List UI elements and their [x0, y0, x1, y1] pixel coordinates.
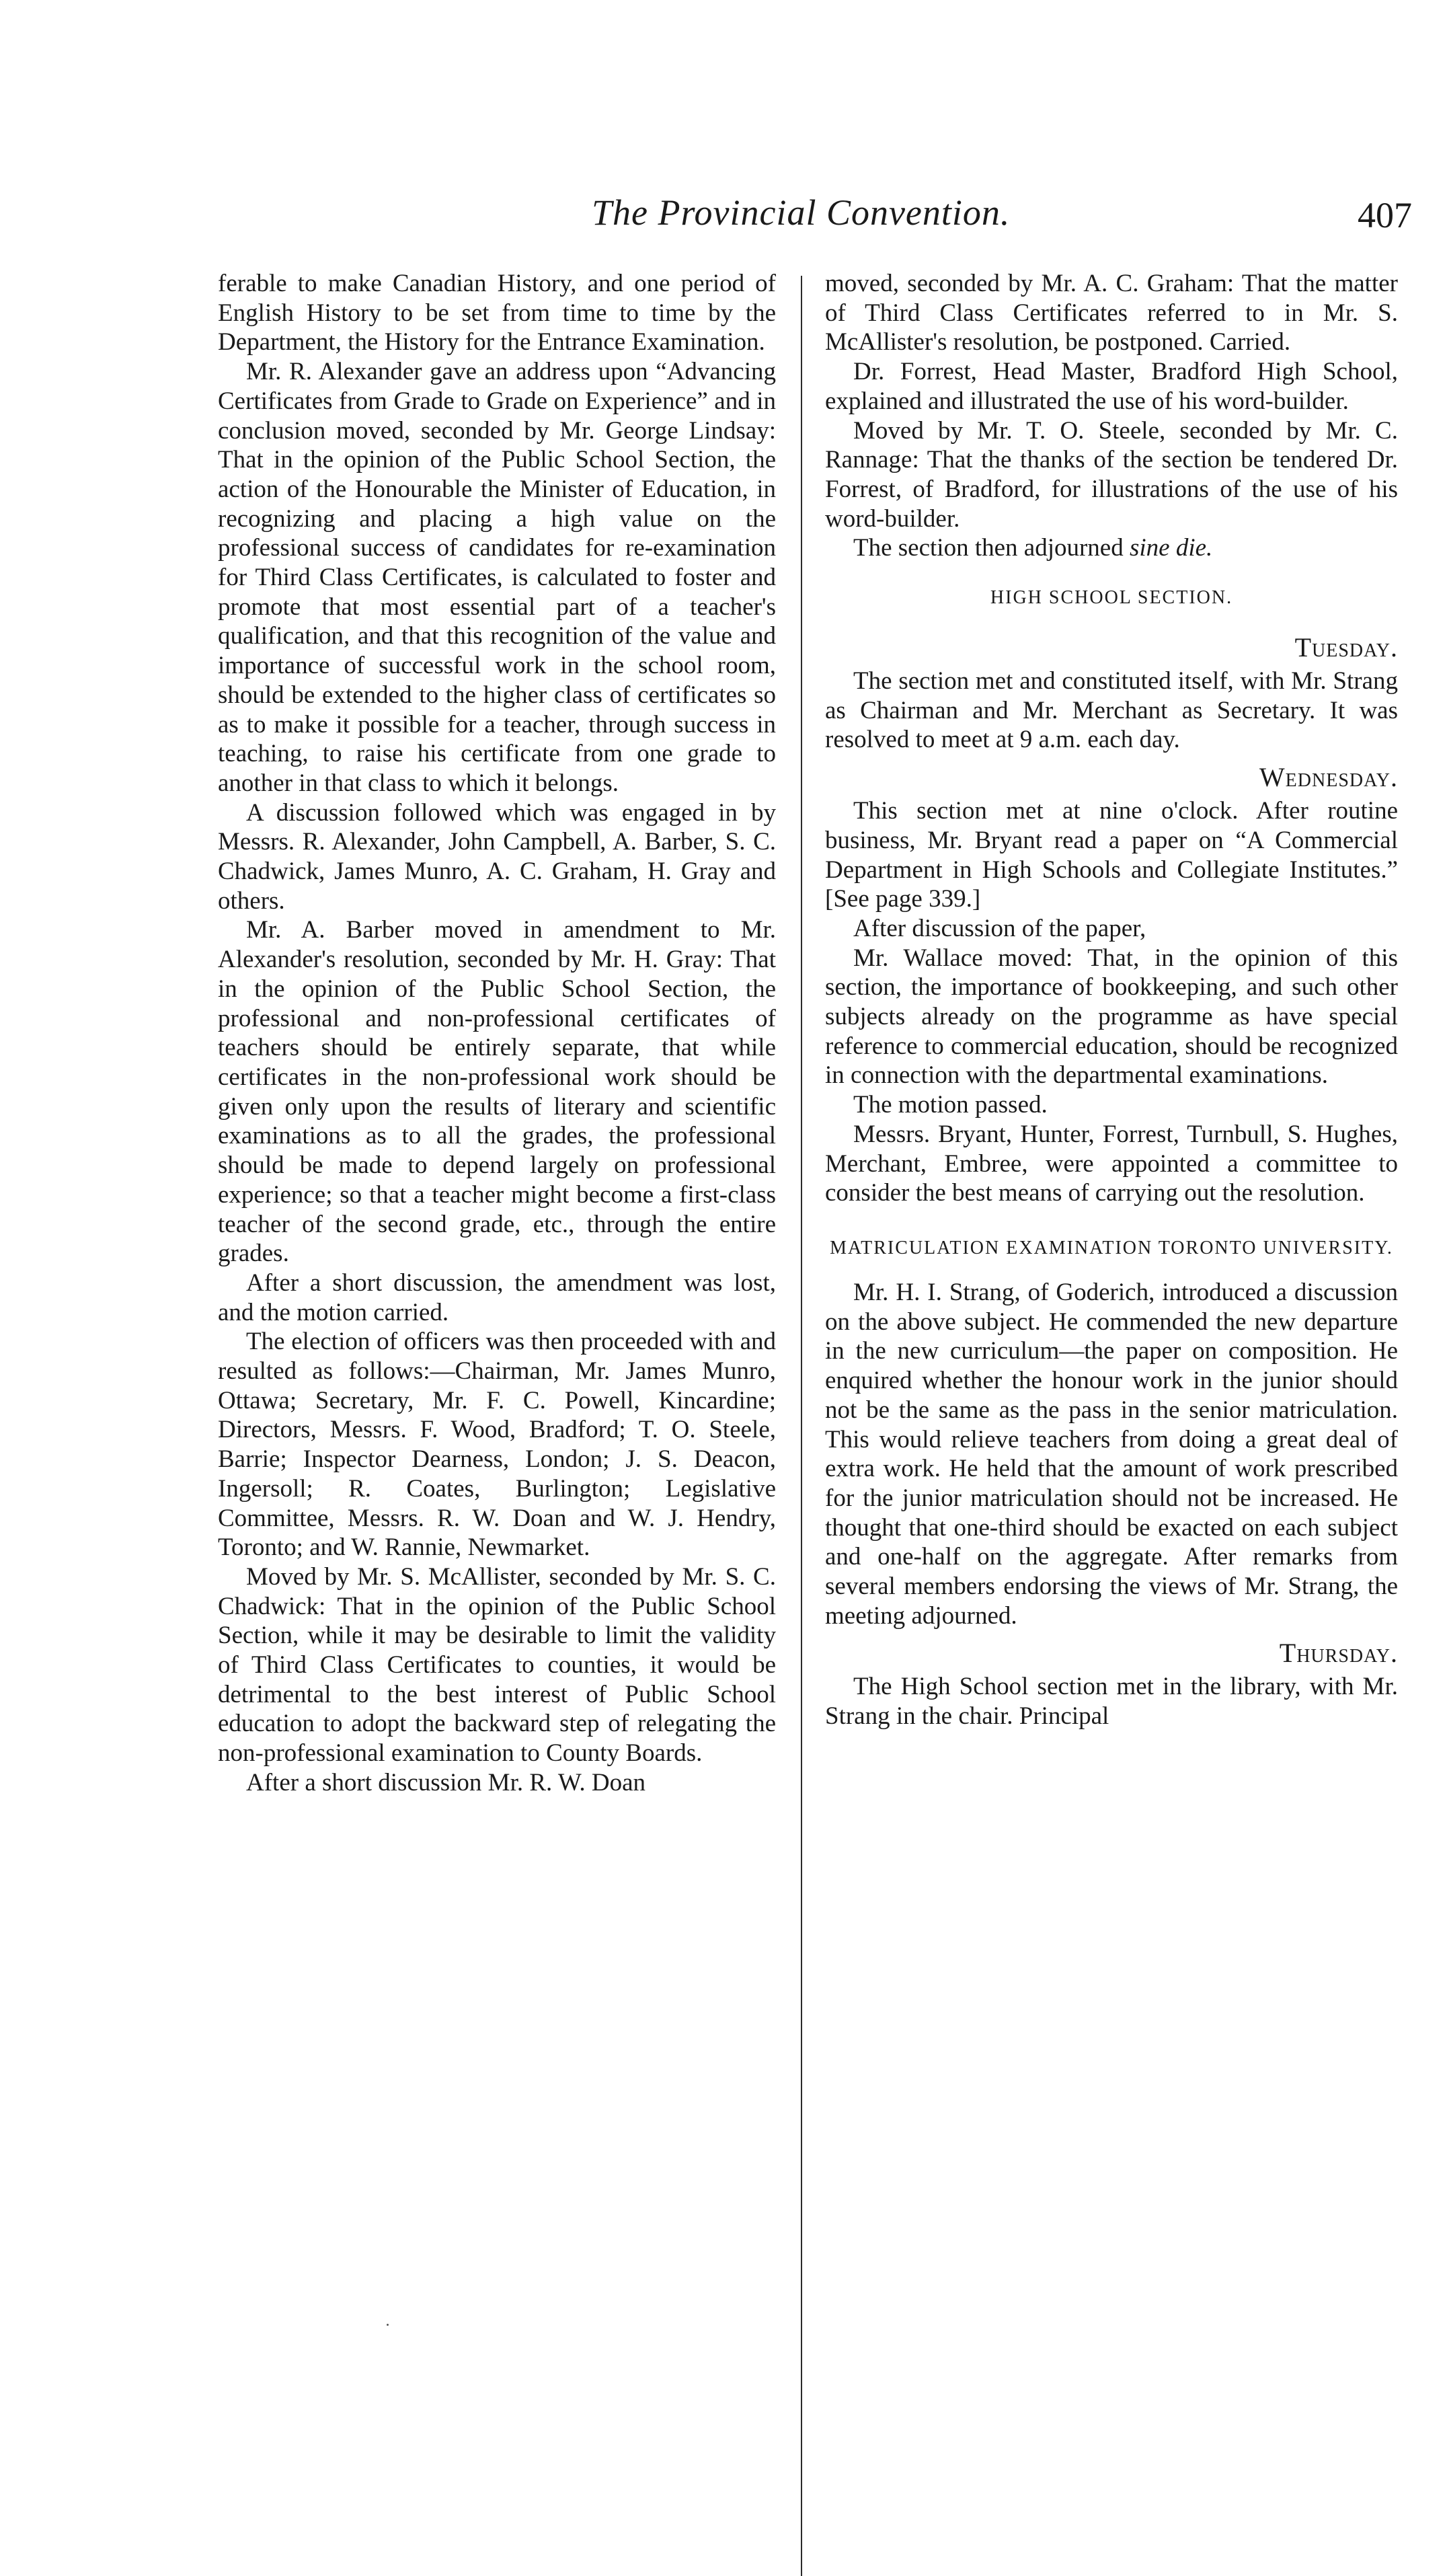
section-heading-high-school: HIGH SCHOOL SECTION. [990, 587, 1233, 609]
adjourned-text: The section then adjourned [853, 534, 1130, 562]
section-heading-matriculation: MATRICULATION EXAMINATION TORONTO UNIVERSITY. [830, 1237, 1393, 1258]
day-heading-tuesday: Tuesday. [1294, 632, 1398, 663]
paragraph: Dr. Forrest, Head Master, Bradford High School, explained and illustrated the use of his word-builder. [825, 358, 1398, 415]
paragraph: After a short discussion Mr. R. W. Doan [246, 1768, 646, 1796]
right-column [825, 269, 1398, 1731]
paragraph: Moved by Mr. T. O. Steele, seconded by Mr. C. Rannage: That the thanks of the section be tendered Dr. Forrest, of Bradford, for illustrations of the use of his word-builder. [825, 416, 1398, 533]
paragraph: After discussion of the paper, [853, 914, 1146, 942]
paragraph: Mr. H. I. Strang, of Goderich, introduced a discussion on the above subject. He commended the new departure in the new curriculum—the paper on composition. He enquired whether the honour work in the junior should not be the same as the pass in the senior matriculation. This would relieve teachers from doing a great deal of extra work. He held that the amount of work prescribed for the junior matriculation should not be increased. He thought that one-third should be exacted on each subject and one-half on the aggregate. After remarks from several members endorsing the views of Mr. Strang, the meeting adjourned. [825, 1278, 1398, 1630]
running-head [215, 192, 1412, 245]
left-column [218, 269, 776, 1798]
paragraph: Messrs. Bryant, Hunter, Forrest, Turnbull, S. Hughes, Merchant, Embree, were appointed a committee to consider the best means of carrying out the resolution. [825, 1120, 1398, 1207]
paragraph: moved, seconded by Mr. A. C. Graham: That the matter of Third Class Certificates referred to in Mr. S. McAllister's resolution, be postponed. Carried. [825, 270, 1398, 356]
day-heading-wednesday: Wednesday. [1259, 762, 1398, 793]
paragraph: The section met and constituted itself, with Mr. Strang as Chairman and Mr. Merchant as Secretary. It was resolved to meet at 9 a.m. each day. [825, 667, 1398, 754]
sine-die-italic: sine die. [1129, 534, 1213, 562]
paragraph: Mr. R. Alexander gave an address upon “Advancing Certificates from Grade to Grade on Experience” and in conclusion moved, seconded by Mr. George Lindsay: That in the opinion of the Public School Section, the action of the Honourable the Minister of Education, in recognizing and placing a high value on the professional success of candidates for re-examination for Third Class Certificates, is calculated to foster and promote that most essential part of a teacher's qualification, and that this recognition of the value and importance of successful work in the school room, should be extended to the higher class of certificates so as to make it possible for a teacher, through success in teaching, to raise his certificate from one grade to another in that class to which it belongs. [218, 358, 776, 797]
paragraph: The motion passed. [853, 1091, 1048, 1119]
paragraph: After a short discussion, the amendment was lost, and the motion carried. [218, 1268, 776, 1326]
paragraph: The High School section met in the library, with Mr. Strang in the chair. Principal [825, 1673, 1398, 1731]
paragraph: A discussion followed which was engaged in by Messrs. R. Alexander, John Campbell, A. Barber, S. C. Chadwick, James Munro, A. C. Graham, H. Gray and others. [218, 798, 776, 915]
paragraph: Moved by Mr. S. McAllister, seconded by Mr. S. C. Chadwick: That in the opinion of the Public School Section, while it may be desirable to limit the validity of Third Class Certificates to counties, it would be detrimental to the best interest of Public School education to adopt the backward step of relegating the non-professional examination to County Boards. [218, 1562, 776, 1768]
adjourned-paragraph [825, 533, 1398, 563]
day-heading-thursday: Thursday. [1279, 1638, 1398, 1669]
running-title: The Provincial Convention. [592, 192, 1011, 233]
paragraph: Mr. Wallace moved: That, in the opinion of this section, the importance of bookkeeping, and such other subjects already on the programme as have special reference to commercial education, should be recognized in connection with the departmental examinations. [825, 944, 1398, 1090]
page-number: 407 [1358, 195, 1412, 235]
paragraph: ferable to make Canadian History, and one period of English History to be set from time to time by the Department, the History for the Entrance Examination. [218, 270, 776, 356]
paragraph: The election of officers was then proceeded with and resulted as follows:—Chairman, Mr. James Munro, Ottawa; Secretary, Mr. F. C. Powell, Kincardine; Directors, Messrs. F. Wood, Bradford; T. O. Steele, Barrie; Inspector Dearness, London; J. S. Deacon, Ingersoll; R. Coates, Burlington; Legislative Committee, Messrs. R. W. Doan and W. J. Hendry, Toronto; and W. Rannie, Newmarket. [218, 1328, 776, 1562]
column-divider [801, 276, 802, 2576]
print-speck [387, 2324, 389, 2326]
paragraph: This section met at nine o'clock. After routine business, Mr. Bryant read a paper on “A Commercial Department in High Schools and Collegiate Institutes.” [See page 339.] [825, 797, 1398, 913]
paragraph: Mr. A. Barber moved in amendment to Mr. Alexander's resolution, seconded by Mr. H. Gray: That in the opinion of the Public School Section, the professional and non-professional certificates of teachers should be entirely separate, that while certificates in the non-professional work should be given only upon the results of literary and scientific examinations as to all the grades, the professional should be made to depend largely on professional experience; so that a teacher might become a first-class teacher of the second grade, etc., through the entire grades. [218, 916, 776, 1268]
